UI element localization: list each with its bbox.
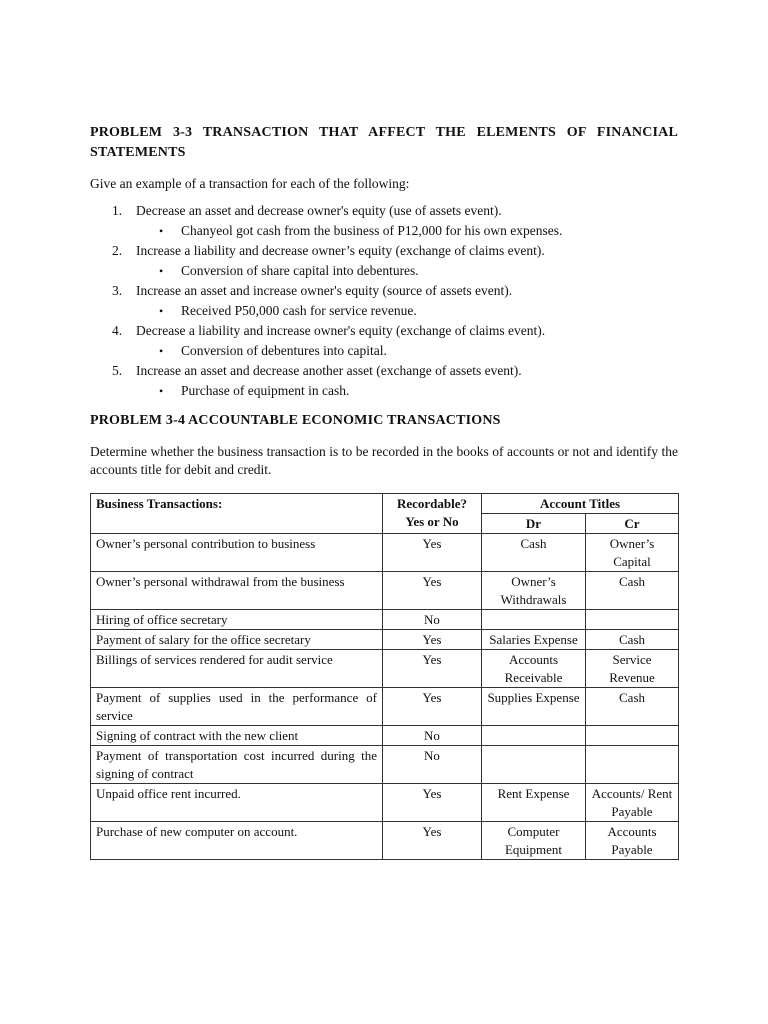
- credit-cell: [586, 746, 679, 784]
- document-page: [90, 120, 678, 860]
- transactions-table: [90, 493, 679, 860]
- recordable-cell: No: [383, 726, 482, 746]
- transaction-cell: Owner’s personal contribution to business: [91, 534, 383, 572]
- debit-cell: [482, 610, 586, 630]
- recordable-cell: No: [383, 746, 482, 784]
- transaction-cell: Payment of supplies used in the performance of service: [91, 688, 383, 726]
- recordable-cell: Yes: [383, 822, 482, 860]
- header-cr: Cr: [586, 514, 679, 534]
- header-dr: Dr: [482, 514, 586, 534]
- question-number: 1.: [112, 203, 123, 218]
- debit-cell: Cash: [482, 534, 586, 572]
- credit-cell: [586, 726, 679, 746]
- problem-3-3-title: PROBLEM 3-3 TRANSACTION THAT AFFECT THE ELEMENTS OF FINANCIAL STATEMENTS: [90, 125, 678, 160]
- question-number: 3.: [112, 283, 123, 298]
- answer-item: [90, 261, 678, 281]
- table-row: [91, 822, 679, 860]
- credit-cell: Owner’s Capital: [586, 534, 679, 572]
- header-recordable: Recordable? Yes or No: [383, 494, 482, 534]
- problem-3-4-intro: Determine whether the business transaction is to be recorded in the books of accounts or not and identify the accounts title for debit and credit.: [90, 444, 678, 477]
- recordable-cell: Yes: [383, 650, 482, 688]
- recordable-cell: No: [383, 610, 482, 630]
- answer-text: Received P50,000 cash for service revenue.: [181, 303, 417, 318]
- credit-cell: Cash: [586, 572, 679, 610]
- question-number: 4.: [112, 323, 123, 338]
- table-row: [91, 534, 679, 572]
- table-row: [91, 610, 679, 630]
- question-text: Decrease a liability and increase owner's equity (exchange of claims event).: [136, 323, 546, 338]
- transaction-cell: Hiring of office secretary: [91, 610, 383, 630]
- transaction-cell: Signing of contract with the new client: [91, 726, 383, 746]
- question-text: Decrease an asset and decrease owner's equity (use of assets event).: [136, 203, 502, 218]
- answer-item: [90, 341, 678, 361]
- credit-cell: Accounts/ Rent Payable: [586, 784, 679, 822]
- table-row: [91, 784, 679, 822]
- debit-cell: Computer Equipment: [482, 822, 586, 860]
- recordable-cell: Yes: [383, 572, 482, 610]
- question-text: Increase a liability and decrease owner’s equity (exchange of claims event).: [136, 243, 545, 258]
- answer-text: Purchase of equipment in cash.: [181, 383, 350, 398]
- recordable-cell: Yes: [383, 534, 482, 572]
- bullet-icon: •: [159, 264, 164, 278]
- credit-cell: Cash: [586, 630, 679, 650]
- question-item: [90, 361, 678, 381]
- question-item: [90, 201, 678, 221]
- table-row: [91, 572, 679, 610]
- transaction-cell: Payment of transportation cost incurred during the signing of contract: [91, 746, 383, 784]
- table-row: [91, 688, 679, 726]
- problem-3-4-title: PROBLEM 3-4 ACCOUNTABLE ECONOMIC TRANSACTIONS: [90, 413, 501, 428]
- table-header-row: [91, 494, 679, 514]
- question-item: [90, 241, 678, 261]
- transaction-cell: Billings of services rendered for audit service: [91, 650, 383, 688]
- answer-text: Conversion of share capital into debentures.: [181, 263, 419, 278]
- credit-cell: [586, 610, 679, 630]
- credit-cell: Service Revenue: [586, 650, 679, 688]
- debit-cell: [482, 746, 586, 784]
- table-row: [91, 630, 679, 650]
- table-row: [91, 650, 679, 688]
- debit-cell: Rent Expense: [482, 784, 586, 822]
- table-row: [91, 726, 679, 746]
- transaction-cell: Owner’s personal withdrawal from the business: [91, 572, 383, 610]
- bullet-icon: •: [159, 384, 164, 398]
- answer-item: [90, 301, 678, 321]
- bullet-icon: •: [159, 224, 164, 238]
- question-text: Increase an asset and increase owner's equity (source of assets event).: [136, 283, 513, 298]
- debit-cell: Salaries Expense: [482, 630, 586, 650]
- transaction-question-list: [90, 201, 678, 401]
- recordable-cell: Yes: [383, 630, 482, 650]
- credit-cell: Cash: [586, 688, 679, 726]
- answer-item: [90, 381, 678, 401]
- debit-cell: [482, 726, 586, 746]
- debit-cell: Supplies Expense: [482, 688, 586, 726]
- answer-item: [90, 221, 678, 241]
- answer-text: Chanyeol got cash from the business of P12,000 for his own expenses.: [181, 223, 563, 238]
- debit-cell: Owner’s Withdrawals: [482, 572, 586, 610]
- header-business-transactions: Business Transactions:: [91, 494, 383, 534]
- table-row: [91, 746, 679, 784]
- recordable-cell: Yes: [383, 688, 482, 726]
- header-account-titles: Account Titles: [482, 494, 679, 514]
- transaction-cell: Purchase of new computer on account.: [91, 822, 383, 860]
- answer-text: Conversion of debentures into capital.: [181, 343, 387, 358]
- question-item: [90, 321, 678, 341]
- bullet-icon: •: [159, 344, 164, 358]
- debit-cell: Accounts Receivable: [482, 650, 586, 688]
- transaction-cell: Unpaid office rent incurred.: [91, 784, 383, 822]
- recordable-cell: Yes: [383, 784, 482, 822]
- bullet-icon: •: [159, 304, 164, 318]
- transaction-cell: Payment of salary for the office secretary: [91, 630, 383, 650]
- problem-3-3-intro: Give an example of a transaction for each of the following:: [90, 176, 410, 191]
- question-item: [90, 281, 678, 301]
- question-number: 2.: [112, 243, 123, 258]
- question-number: 5.: [112, 363, 123, 378]
- credit-cell: Accounts Payable: [586, 822, 679, 860]
- question-text: Increase an asset and decrease another asset (exchange of assets event).: [136, 363, 522, 378]
